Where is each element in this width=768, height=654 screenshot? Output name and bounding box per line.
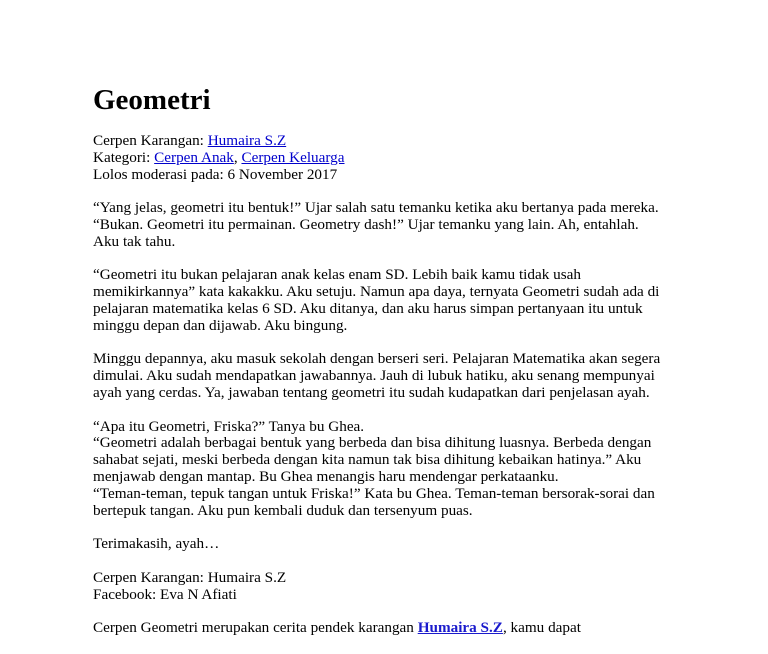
paragraph-line: “Teman-teman, tepuk tangan untuk Friska!” Kata bu Ghea. Teman-teman bersorak-sorai dan xyxy=(93,484,655,502)
closing-line: Terimakasih, ayah… xyxy=(93,535,220,553)
paragraph-line: ayah yang cerdas. Ya, jawaban tentang geometri itu sudah kudapatkan dari penjelasan ayah. xyxy=(93,383,650,401)
promo-paragraph xyxy=(93,620,683,637)
paragraph-line: menjawab dengan mantap. Bu Ghea menangis haru mendengar perkataanku. xyxy=(93,467,559,485)
author-label: Cerpen Karangan: xyxy=(93,132,208,149)
author-line xyxy=(93,133,683,150)
category-link-cerpen-anak[interactable]: Cerpen Anak xyxy=(154,148,234,166)
paragraph-line: bertepuk tangan. Aku pun kembali duduk dan tersenyum puas. xyxy=(93,501,473,519)
paragraph-3 xyxy=(93,351,683,401)
category-link-cerpen-keluarga[interactable]: Cerpen Keluarga xyxy=(241,148,345,166)
footer-author: Cerpen Karangan: Humaira S.Z xyxy=(93,568,287,586)
moderation-date: Lolos moderasi pada: 6 November 2017 xyxy=(93,165,338,183)
paragraph-line: “Geometri itu bukan pelajaran anak kelas enam SD. Lebih baik kamu tidak usah xyxy=(93,266,581,284)
author-link[interactable]: Humaira S.Z xyxy=(207,132,287,149)
paragraph-line: memikirkannya” kata kakakku. Aku setuju. Namun apa daya, ternyata Geometri sudah ada di xyxy=(93,283,660,301)
category-label: Kategori: xyxy=(93,148,155,166)
paragraph-line: minggu depan dan dijawab. Aku bingung. xyxy=(93,316,348,334)
paragraph-line: sahabat sejati, meski berbeda dengan kita namun tak bisa dihitung kebaikan hatinya.” Aku xyxy=(93,451,642,469)
footer-facebook: Facebook: Eva N Afiati xyxy=(93,585,237,603)
promo-prefix: Cerpen Geometri merupakan cerita pendek karangan xyxy=(93,619,418,637)
category-separator: , xyxy=(233,148,242,166)
closing-paragraph xyxy=(93,536,683,553)
promo-author-link[interactable]: Humaira S.Z xyxy=(417,619,503,637)
paragraph-line: Aku tak tahu. xyxy=(93,232,176,250)
article-meta xyxy=(93,133,683,183)
article-body xyxy=(93,133,683,654)
paragraph-line: pelajaran matematika kelas 6 SD. Aku ditanya, dan aku harus simpan pertanyaan itu untuk xyxy=(93,299,643,317)
paragraph-line: “Apa itu Geometri, Friska?” Tanya bu Ghea. xyxy=(93,417,365,435)
paragraph-line: Minggu depannya, aku masuk sekolah dengan berseri seri. Pelajaran Matematika akan segera xyxy=(93,350,661,368)
article-title: Geometri xyxy=(93,84,211,116)
category-line xyxy=(93,150,683,167)
paragraph-4 xyxy=(93,419,683,520)
author-footer xyxy=(93,570,683,604)
paragraph-line: “Yang jelas, geometri itu bentuk!” Ujar salah satu temanku ketika aku bertanya pada mereka. xyxy=(93,199,659,217)
promo-suffix: , kamu dapat xyxy=(502,619,581,637)
promo-line xyxy=(93,620,683,637)
paragraph-2 xyxy=(93,267,683,334)
paragraph-line: “Geometri adalah berbagai bentuk yang berbeda dan bisa dihitung luasnya. Berbeda dengan xyxy=(93,434,652,452)
paragraph-line: dimulai. Aku sudah mendapatkan jawabannya. Jauh di lubuk hatiku, aku senang mempunyai xyxy=(93,367,655,385)
paragraph-1 xyxy=(93,200,683,250)
paragraph-line: “Bukan. Geometri itu permainan. Geometry dash!” Ujar temanku yang lain. Ah, entahlah. xyxy=(93,215,639,233)
